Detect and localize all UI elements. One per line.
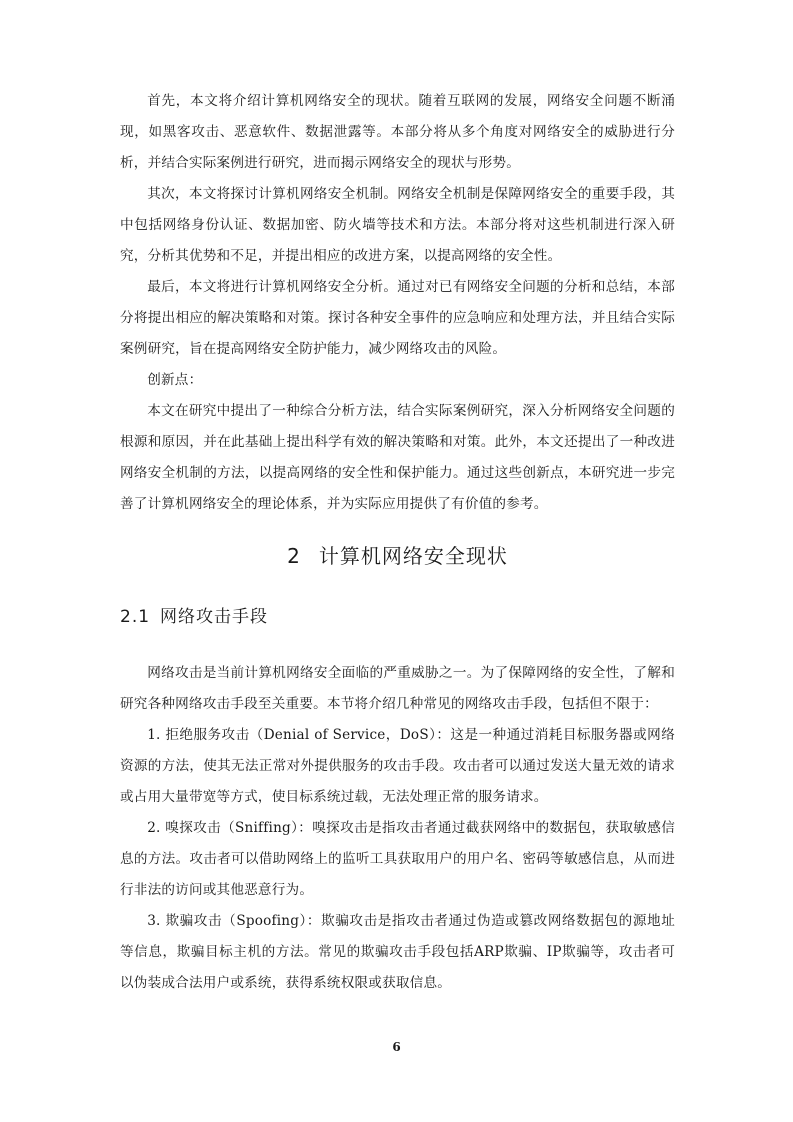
list-item-sniffing: 2. 嗅探攻击（Sniffing）：嗅探攻击是指攻击者通过截获网络中的数据包，获取敏感信息的方法。攻击者可以借助网络上的监听工具获取用户的用户名、密码等敏感信息，从而进行非法的访问或其他恶意行为。 [120, 820, 675, 898]
paragraph-mechanisms: 其次，本文将探讨计算机网络安全机制。网络安全机制是保障网络安全的重要手段，其中包括网络身份认证、数据加密、防火墙等技术和方法。本部分将对这些机制进行深入研究，分析其优势和不足，并提出相应的改进方案，以提高网络的安全性。 [120, 186, 675, 264]
section-text-block [120, 658, 675, 999]
paragraph-overview: 首先，本文将介绍计算机网络安全的现状。随着互联网的发展，网络安全问题不断涌现，如黑客攻击、恶意软件、数据泄露等。本部分将从多个角度对网络安全的威胁进行分析，并结合实际案例进行研究，进而揭示网络安全的现状与形势。 [120, 93, 675, 171]
intro-text-block [120, 86, 675, 520]
chapter-number: 2 [287, 544, 301, 568]
list-item-dos: 1. 拒绝服务攻击（Denial of Service，DoS）：这是一种通过消耗目标服务器或网络资源的方法，使其无法正常对外提供服务的攻击手段。攻击者可以通过发送大量无效的请求或占用大量带宽等方式，使目标系统过载，无法处理正常的服务请求。 [120, 727, 675, 805]
paragraph-innovation: 本文在研究中提出了一种综合分析方法，结合实际案例研究，深入分析网络安全问题的根源和原因，并在此基础上提出科学有效的解决策略和对策。此外，本文还提出了一种改进网络安全机制的方法，以提高网络的安全性和保护能力。通过这些创新点，本研究进一步完善了计算机网络安全的理论体系，并为实际应用提供了有价值的参考。 [120, 403, 675, 512]
innovation-label: 创新点： [147, 372, 203, 388]
chapter-heading [120, 538, 675, 574]
list-item-spoofing: 3. 欺骗攻击（Spoofing）：欺骗攻击是指攻击者通过伪造或篡改网络数据包的源地址等信息，欺骗目标主机的方法。常见的欺骗攻击手段包括ARP欺骗、IP欺骗等，攻击者可以伪装成合法用户或系统，获得系统权限或获取信息。 [120, 913, 675, 991]
section-heading [120, 600, 268, 634]
section-number: 2.1 [120, 607, 151, 627]
paragraph-attack-intro: 网络攻击是当前计算机网络安全面临的严重威胁之一。为了保障网络的安全性，了解和研究各种网络攻击手段至关重要。本节将介绍几种常见的网络攻击手段，包括但不限于： [120, 665, 675, 712]
section-title-text: 网络攻击手段 [160, 607, 269, 627]
page-number: 6 [392, 1040, 401, 1054]
chapter-title-text: 计算机网络安全现状 [318, 544, 508, 568]
paragraph-analysis: 最后，本文将进行计算机网络安全分析。通过对已有网络安全问题的分析和总结，本部分将提出相应的解决策略和对策。探讨各种安全事件的应急响应和处理方法，并且结合实际案例研究，旨在提高网络安全防护能力，减少网络攻击的风险。 [120, 279, 675, 357]
